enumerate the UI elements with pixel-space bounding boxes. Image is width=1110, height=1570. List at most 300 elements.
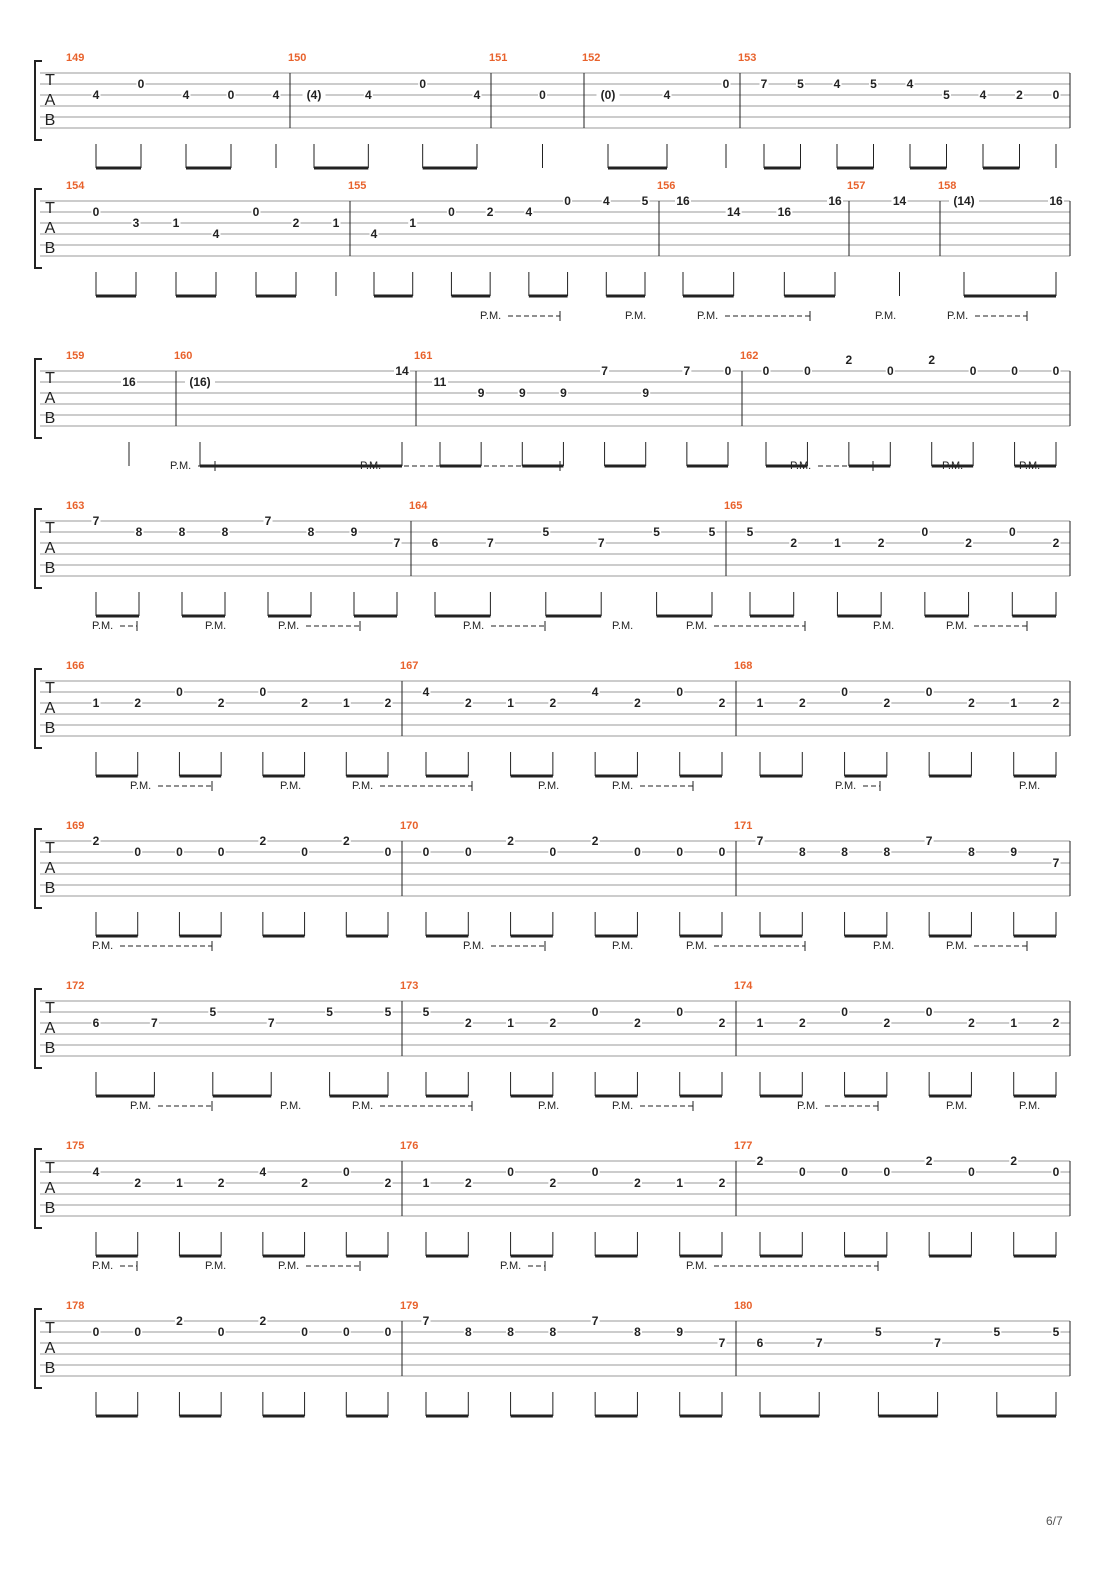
fret-number: 0 [448,205,455,219]
fret-number: 0 [969,364,977,378]
fret-number: 2 [384,696,392,710]
fret-number: 0 [92,205,100,219]
fret-number: 2 [134,1176,142,1190]
fret-number: 0 [134,845,142,859]
tab-clef-letter: T [45,1160,55,1177]
measure-number: 163 [66,500,85,512]
palm-mute-label: P.M. [1019,1100,1041,1112]
fret-number: 2 [718,1176,726,1190]
palm-mute-label: P.M. [697,310,719,322]
fret-number: 8 [507,1325,514,1339]
fret-number: (16) [189,375,211,389]
fret-number: 1 [409,216,417,230]
fret-number: 2 [549,696,557,710]
palm-mute-label: P.M. [873,620,895,632]
fret-number: 0 [564,194,571,208]
fret-number: 0 [422,845,430,859]
fret-number: 0 [1052,1165,1060,1179]
fret-number: 9 [518,386,526,400]
fret-number: 2 [1052,1016,1060,1030]
measure-number: 175 [66,1140,85,1152]
measure-number: 158 [938,180,957,192]
fret-number: 4 [663,88,671,102]
fret-number: 2 [217,696,225,710]
fret-number: 0 [968,1165,975,1179]
palm-mute-label: P.M. [280,1100,302,1112]
fret-number: 4 [525,205,533,219]
measure-number: 155 [348,180,367,192]
measure-number: 159 [66,350,85,362]
fret-number: 0 [1008,525,1016,539]
fret-number: 5 [641,194,649,208]
fret-number: 2 [968,1016,975,1030]
tab-clef-letter: A [44,1180,56,1197]
measure-number: 174 [734,980,753,992]
measure-number: 152 [582,52,601,64]
fret-number: 0 [419,77,427,91]
fret-number: 4 [212,227,220,241]
page-number: 6/7 [1046,1514,1063,1528]
fret-number: 7 [267,1016,275,1030]
measure-number: 167 [400,660,419,672]
palm-mute-label: P.M. [92,940,114,952]
palm-mute-label: P.M. [170,460,192,472]
fret-number: 0 [1052,88,1060,102]
fret-number: 7 [815,1336,823,1350]
fret-number: 1 [676,1176,684,1190]
fret-number: 4 [364,88,372,102]
fret-number: 5 [653,525,660,539]
tab-clef-letter: B [44,560,56,577]
palm-mute-label: P.M. [612,620,634,632]
fret-number: 2 [384,1176,392,1190]
fret-number: 7 [92,514,100,528]
fret-number: 1 [507,1016,514,1030]
measure-number: 169 [66,820,85,832]
tab-clef-letter: T [45,1320,55,1337]
fret-number: 0 [634,845,641,859]
fret-number: 0 [591,1005,599,1019]
palm-mute-label: P.M. [205,620,227,632]
fret-number: 14 [726,205,741,219]
measure-number: 179 [400,1300,419,1312]
fret-number: 0 [676,685,684,699]
fret-number: 2 [790,536,798,550]
tab-clef-letter: A [44,92,56,109]
measure-number: 180 [734,1300,753,1312]
fret-number: 7 [591,1314,599,1328]
fret-number: 0 [217,1325,225,1339]
fret-number: 1 [1010,1016,1018,1030]
palm-mute-label: P.M. [875,310,897,322]
fret-number: 0 [217,845,225,859]
palm-mute-label: P.M. [947,310,969,322]
fret-number: 2 [1016,88,1023,102]
tab-clef-letter: B [44,880,56,897]
tab-clef-letter: T [45,72,55,89]
fret-number: 5 [746,525,754,539]
fret-number: 2 [259,1314,267,1328]
fret-number: 9 [642,386,650,400]
palm-mute-label: P.M. [352,780,374,792]
palm-mute-label: P.M. [612,780,634,792]
palm-mute-label: P.M. [280,780,302,792]
fret-number: 0 [804,364,811,378]
palm-mute-label: P.M. [1019,460,1041,472]
palm-mute-label: P.M. [686,1260,708,1272]
fret-number: 2 [798,1016,806,1030]
palm-mute-label: P.M. [278,620,300,632]
fret-number: 8 [968,845,975,859]
fret-number: 5 [422,1005,430,1019]
fret-number: 9 [560,386,567,400]
fret-number: 16 [122,375,136,389]
fret-number: 2 [549,1016,557,1030]
palm-mute-label: P.M. [352,1100,374,1112]
fret-number: 2 [798,696,806,710]
palm-mute-label: P.M. [686,940,708,952]
fret-number: 2 [1052,536,1060,550]
measure-number: 177 [734,1140,753,1152]
measure-number: 156 [657,180,676,192]
fret-number: 7 [487,536,494,550]
measure-number: 153 [738,52,757,64]
fret-number: 7 [597,536,605,550]
fret-number: 6 [431,536,439,550]
palm-mute-label: P.M. [790,460,812,472]
fret-number: 8 [464,1325,472,1339]
measure-number: 173 [400,980,419,992]
palm-mute-label: P.M. [873,940,895,952]
fret-number: 0 [342,1325,350,1339]
tab-clef-letter: T [45,680,55,697]
fret-number: 1 [834,536,841,550]
fret-number: 2 [883,1016,891,1030]
fret-number: 4 [979,88,987,102]
fret-number: 0 [722,77,730,91]
tab-clef-letter: B [44,1200,56,1217]
tab-clef-letter: A [44,540,56,557]
fret-number: 2 [464,696,472,710]
fret-number: 8 [883,845,891,859]
palm-mute-label: P.M. [92,620,114,632]
fret-number: 8 [549,1325,557,1339]
fret-number: 0 [134,1325,142,1339]
fret-number: 0 [925,1005,933,1019]
measure-number: 150 [288,52,307,64]
fret-number: 2 [877,536,885,550]
fret-number: (4) [306,88,322,102]
fret-number: 2 [1052,696,1060,710]
measure-number: 170 [400,820,419,832]
fret-number: 16 [828,194,842,208]
fret-number: 8 [221,525,229,539]
fret-number: 0 [384,1325,392,1339]
palm-mute-label: P.M. [538,780,560,792]
fret-number: 9 [676,1325,684,1339]
fret-number: 1 [422,1176,430,1190]
fret-number: 2 [259,834,267,848]
fret-number: 0 [176,845,183,859]
fret-number: 7 [601,364,608,378]
fret-number: 7 [925,834,933,848]
measure-number: 168 [734,660,753,672]
measure-number: 172 [66,980,85,992]
fret-number: 8 [135,525,143,539]
tab-clef-letter: B [44,1040,56,1057]
fret-number: 2 [507,834,514,848]
palm-mute-label: P.M. [360,460,382,472]
fret-number: 2 [718,696,726,710]
fret-number: 0 [591,1165,599,1179]
fret-number: 8 [307,525,315,539]
fret-number: 2 [634,1016,641,1030]
fret-number: 2 [292,216,300,230]
palm-mute-label: P.M. [130,1100,152,1112]
tab-clef-letter: A [44,220,56,237]
fret-number: 14 [395,364,409,378]
fret-number: 2 [756,1154,764,1168]
fret-number: 7 [1052,856,1060,870]
fret-number: 2 [549,1176,557,1190]
fret-number: 1 [332,216,340,230]
fret-number: 0 [137,77,145,91]
tab-clef-letter: B [44,410,56,427]
fret-number: 0 [841,1165,848,1179]
fret-number: 7 [422,1314,430,1328]
fret-number: 2 [464,1016,472,1030]
fret-number: 7 [756,834,764,848]
fret-number: 0 [841,1005,848,1019]
fret-number: 2 [634,696,641,710]
measure-number: 164 [409,500,428,512]
fret-number: 14 [892,194,907,208]
fret-number: 0 [507,1165,514,1179]
tab-clef-letter: B [44,1360,56,1377]
fret-number: 9 [1010,845,1018,859]
fret-number: 0 [539,88,546,102]
fret-number: 0 [718,845,726,859]
fret-number: 0 [1052,364,1060,378]
fret-number: (14) [953,194,975,208]
fret-number: 5 [875,1325,882,1339]
fret-number: 16 [1049,194,1063,208]
fret-number: 2 [634,1176,641,1190]
tab-clef-letter: B [44,240,56,257]
fret-number: 5 [326,1005,333,1019]
fret-number: 0 [92,1325,100,1339]
fret-number: 1 [756,1016,764,1030]
measure-number: 154 [66,180,85,192]
palm-mute-label: P.M. [942,460,964,472]
measure-number: 165 [724,500,743,512]
fret-number: 11 [433,375,447,389]
fret-number: 8 [178,525,186,539]
palm-mute-label: P.M. [797,1100,819,1112]
fret-number: 4 [182,88,190,102]
fret-number: 16 [777,205,792,219]
palm-mute-label: P.M. [92,1260,114,1272]
fret-number: 0 [883,1165,891,1179]
fret-number: 4 [833,77,841,91]
measure-number: 149 [66,52,85,64]
palm-mute-label: P.M. [130,780,152,792]
tab-clef-letter: A [44,390,56,407]
palm-mute-label: P.M. [500,1260,522,1272]
fret-number: 1 [756,696,764,710]
fret-number: 0 [676,1005,684,1019]
palm-mute-label: P.M. [946,940,968,952]
fret-number: 0 [925,685,933,699]
tab-clef-letter: T [45,1000,55,1017]
tab-clef-letter: B [44,112,56,129]
fret-number: 0 [921,525,929,539]
fret-number: 2 [883,696,891,710]
fret-number: 1 [507,696,514,710]
fret-number: 0 [798,1165,806,1179]
palm-mute-label: P.M. [946,1100,968,1112]
palm-mute-label: P.M. [538,1100,560,1112]
tab-clef-letter: A [44,1020,56,1037]
fret-number: 5 [870,77,877,91]
fret-number: 5 [1052,1325,1060,1339]
fret-number: 2 [925,1154,933,1168]
palm-mute-label: P.M. [278,1260,300,1272]
fret-number: 0 [886,364,894,378]
fret-number: 5 [542,525,550,539]
fret-number: 7 [760,77,768,91]
fret-number: 0 [342,1165,350,1179]
fret-number: 5 [708,525,716,539]
fret-number: 2 [217,1176,225,1190]
tab-clef-letter: T [45,370,55,387]
tab-clef-letter: A [44,1340,56,1357]
fret-number: 1 [172,216,180,230]
fret-number: 8 [841,845,848,859]
fret-number: 7 [151,1016,158,1030]
fret-number: 4 [92,88,100,102]
fret-number: 0 [724,364,732,378]
fret-number: 8 [634,1325,641,1339]
fret-number: 2 [968,696,975,710]
fret-number: 0 [841,685,848,699]
fret-number: 0 [384,845,392,859]
measure-number: 162 [740,350,759,362]
fret-number: 8 [798,845,806,859]
measure-number: 151 [489,52,508,64]
tab-clef-letter: T [45,840,55,857]
fret-number: 2 [464,1176,472,1190]
measure-number: 178 [66,1300,85,1312]
measure-number: 166 [66,660,85,672]
palm-mute-label: P.M. [205,1260,227,1272]
fret-number: 0 [176,685,183,699]
fret-number: 0 [676,845,684,859]
palm-mute-label: P.M. [463,940,485,952]
fret-number: 1 [92,696,100,710]
fret-number: 0 [301,1325,308,1339]
fret-number: 0 [464,845,472,859]
palm-mute-label: P.M. [1019,780,1041,792]
tab-clef-letter: T [45,520,55,537]
fret-number: 9 [350,525,358,539]
tab-clef-letter: B [44,720,56,737]
fret-number: 6 [756,1336,764,1350]
tab-clef-letter: A [44,860,56,877]
tab-clef-letter: T [45,200,55,217]
fret-number: 5 [209,1005,217,1019]
fret-number: 4 [422,685,430,699]
palm-mute-label: P.M. [625,310,647,322]
fret-number: 2 [1010,1154,1018,1168]
fret-number: 2 [92,834,100,848]
fret-number: 4 [259,1165,267,1179]
measure-number: 160 [174,350,193,362]
fret-number: 4 [591,685,599,699]
measure-number: 161 [414,350,433,362]
fret-number: 9 [477,386,485,400]
fret-number: 5 [384,1005,392,1019]
fret-number: 0 [1011,364,1018,378]
fret-number: 6 [92,1016,100,1030]
fret-number: (0) [600,88,616,102]
fret-number: 0 [227,88,235,102]
fret-number: 5 [797,77,804,91]
fret-number: 4 [473,88,481,102]
fret-number: 2 [342,834,350,848]
fret-number: 2 [301,1176,308,1190]
fret-number: 1 [176,1176,183,1190]
fret-number: 2 [845,353,853,367]
fret-number: 4 [906,77,914,91]
fret-number: 2 [965,536,972,550]
fret-number: 3 [132,216,140,230]
fret-number: 0 [549,845,557,859]
palm-mute-label: P.M. [612,1100,634,1112]
fret-number: 7 [264,514,272,528]
fret-number: 0 [259,685,267,699]
palm-mute-label: P.M. [946,620,968,632]
fret-number: 2 [928,353,936,367]
fret-number: 2 [718,1016,726,1030]
fret-number: 7 [718,1336,726,1350]
palm-mute-label: P.M. [612,940,634,952]
fret-number: 2 [134,696,142,710]
fret-number: 2 [486,205,494,219]
fret-number: 5 [993,1325,1001,1339]
fret-number: 4 [370,227,378,241]
fret-number: 7 [934,1336,941,1350]
fret-number: 2 [591,834,599,848]
fret-number: 0 [252,205,260,219]
fret-number: 7 [683,364,691,378]
fret-number: 4 [272,88,280,102]
fret-number: 7 [393,536,401,550]
fret-number: 4 [602,194,610,208]
tab-clef-letter: A [44,700,56,717]
palm-mute-label: P.M. [686,620,708,632]
fret-number: 16 [676,194,690,208]
fret-number: 2 [176,1314,183,1328]
fret-number: 4 [92,1165,100,1179]
palm-mute-label: P.M. [463,620,485,632]
fret-number: 2 [301,696,308,710]
measure-number: 171 [734,820,753,832]
fret-number: 0 [301,845,308,859]
fret-number: 1 [1010,696,1018,710]
palm-mute-label: P.M. [480,310,502,322]
measure-number: 176 [400,1140,419,1152]
